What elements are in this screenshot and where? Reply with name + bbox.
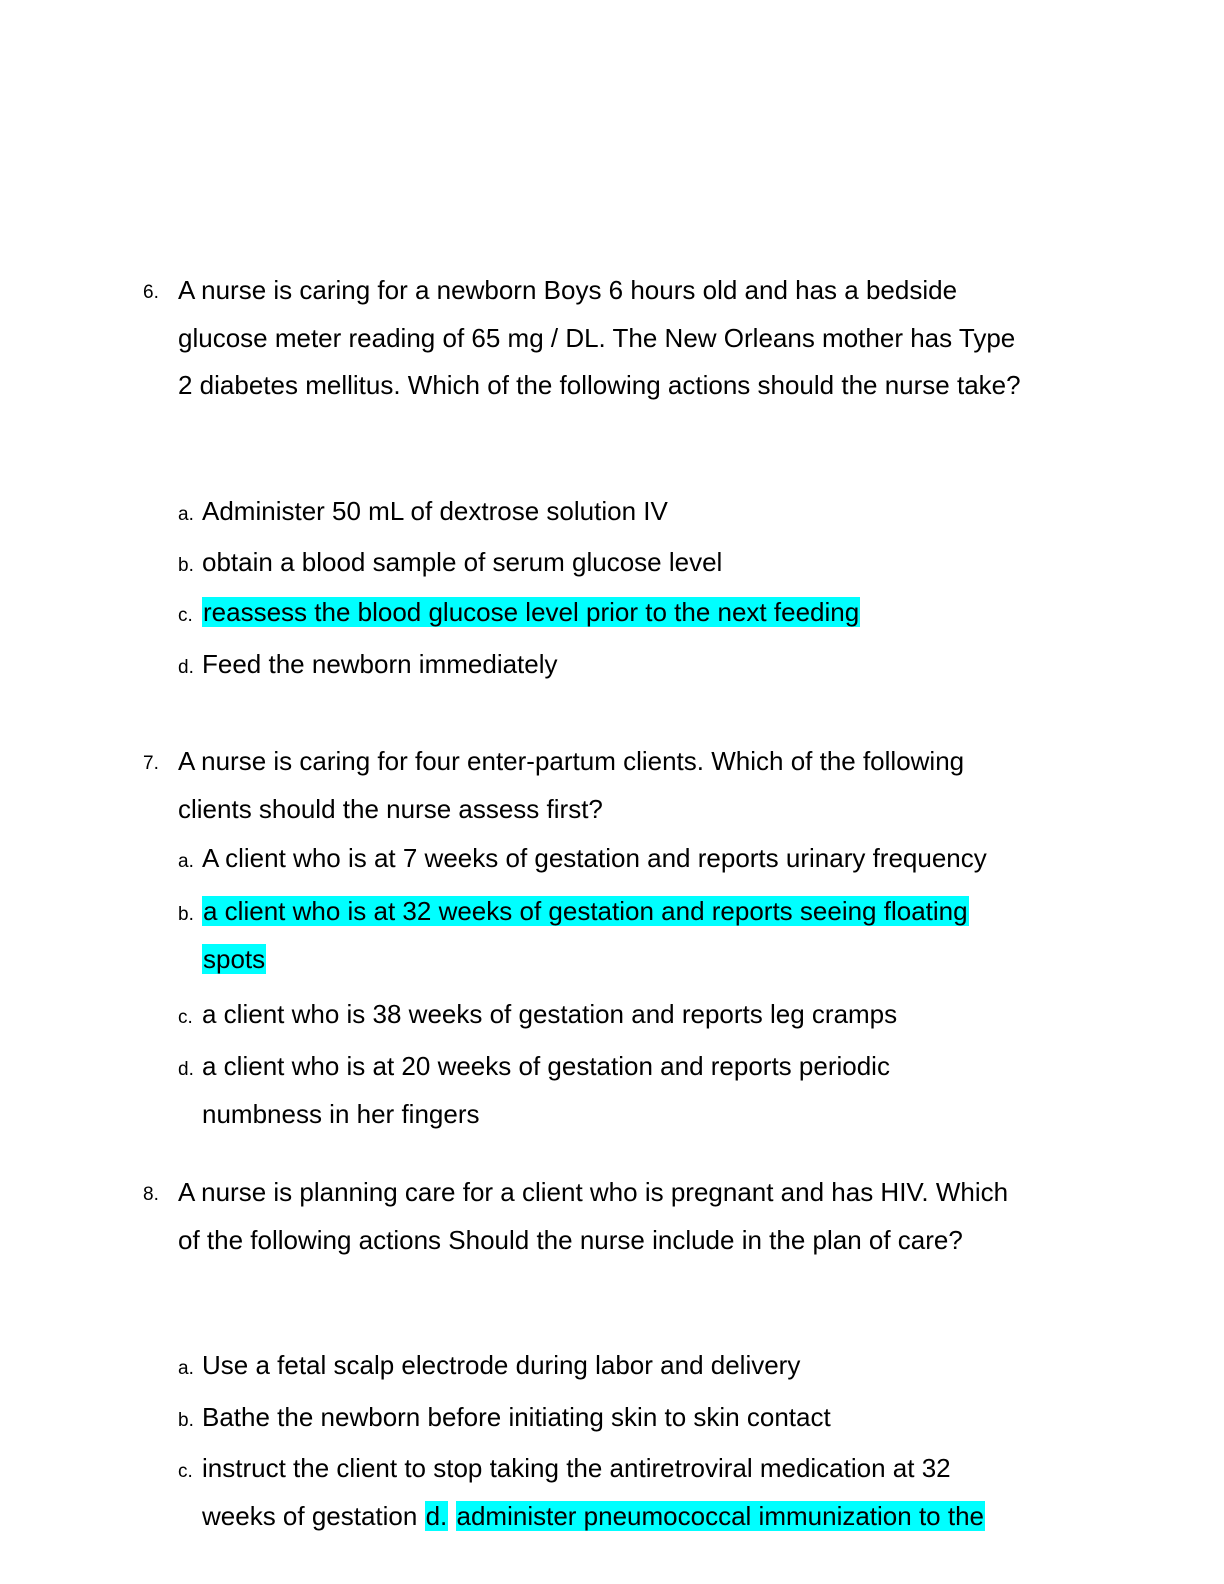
option-8a — [178, 1342, 1038, 1390]
question-text: A nurse is caring for four enter-partum clients. Which of the following clients should the nurse assess first? — [178, 746, 965, 824]
option-6d — [178, 641, 1038, 689]
question-text: A nurse is caring for a newborn Boys 6 hours old and has a bedside glucose meter reading of 65 mg / DL. The New Orleans mother has Type 2 diabetes mellitus. Which of the following actions should the nurse take? — [178, 275, 1021, 400]
option-8d-text-highlighted: administer pneumococcal immunization to the — [456, 1500, 984, 1531]
option-text: Bathe the newborn before initiating skin to skin contact — [202, 1402, 831, 1432]
option-letter: d. — [178, 1059, 194, 1080]
question-number: 6. — [143, 282, 159, 303]
option-6b — [178, 539, 1038, 587]
option-text: Feed the newborn immediately — [202, 649, 558, 679]
option-8d-letter-highlighted: d. — [425, 1500, 448, 1531]
option-text: obtain a blood sample of serum glucose level — [202, 547, 723, 577]
option-6c — [178, 589, 1038, 637]
option-text-highlighted: spots — [203, 943, 266, 974]
option-letter: c. — [178, 1007, 193, 1028]
option-text: A client who is at 7 weeks of gestation and reports urinary frequency — [202, 843, 987, 873]
option-6a — [178, 488, 1038, 536]
option-text: a client who is at 20 weeks of gestation and reports periodic — [202, 1051, 890, 1081]
option-letter: b. — [178, 555, 194, 576]
option-text: a client who is 38 weeks of gestation and reports leg cramps — [202, 999, 898, 1029]
option-text: Use a fetal scalp electrode during labor and delivery — [202, 1350, 801, 1380]
option-letter: c. — [178, 1461, 193, 1482]
question-number: 7. — [143, 753, 159, 774]
option-7c — [178, 991, 1038, 1039]
option-letter: c. — [178, 605, 193, 626]
option-text-highlighted: a client who is at 32 weeks of gestation and reports seeing floating — [203, 896, 968, 926]
option-text: Administer 50 mL of dextrose solution IV — [202, 496, 668, 526]
option-7b — [178, 888, 1038, 983]
option-letter: a. — [178, 1358, 194, 1379]
question-8 — [143, 1169, 1043, 1264]
option-8c — [178, 1445, 1038, 1540]
question-7 — [143, 738, 1043, 833]
option-letter: a. — [178, 851, 194, 872]
question-text: A nurse is planning care for a client who is pregnant and has HIV. Which of the following actions Should the nurse include in the plan of care? — [178, 1177, 1009, 1255]
option-7d — [178, 1043, 1038, 1138]
option-letter: b. — [178, 904, 194, 925]
question-number: 8. — [143, 1184, 159, 1205]
option-7a — [178, 835, 1038, 883]
option-text: numbness in her fingers — [202, 1098, 480, 1129]
option-letter: a. — [178, 504, 194, 525]
option-8b — [178, 1394, 1038, 1442]
option-letter: d. — [178, 657, 194, 678]
option-text: weeks of gestation — [202, 1500, 418, 1531]
option-letter: b. — [178, 1410, 194, 1431]
question-6 — [143, 267, 1043, 410]
option-text: instruct the client to stop taking the antiretroviral medication at 32 — [202, 1453, 951, 1483]
option-text-highlighted: reassess the blood glucose level prior to the next feeding — [203, 597, 860, 627]
